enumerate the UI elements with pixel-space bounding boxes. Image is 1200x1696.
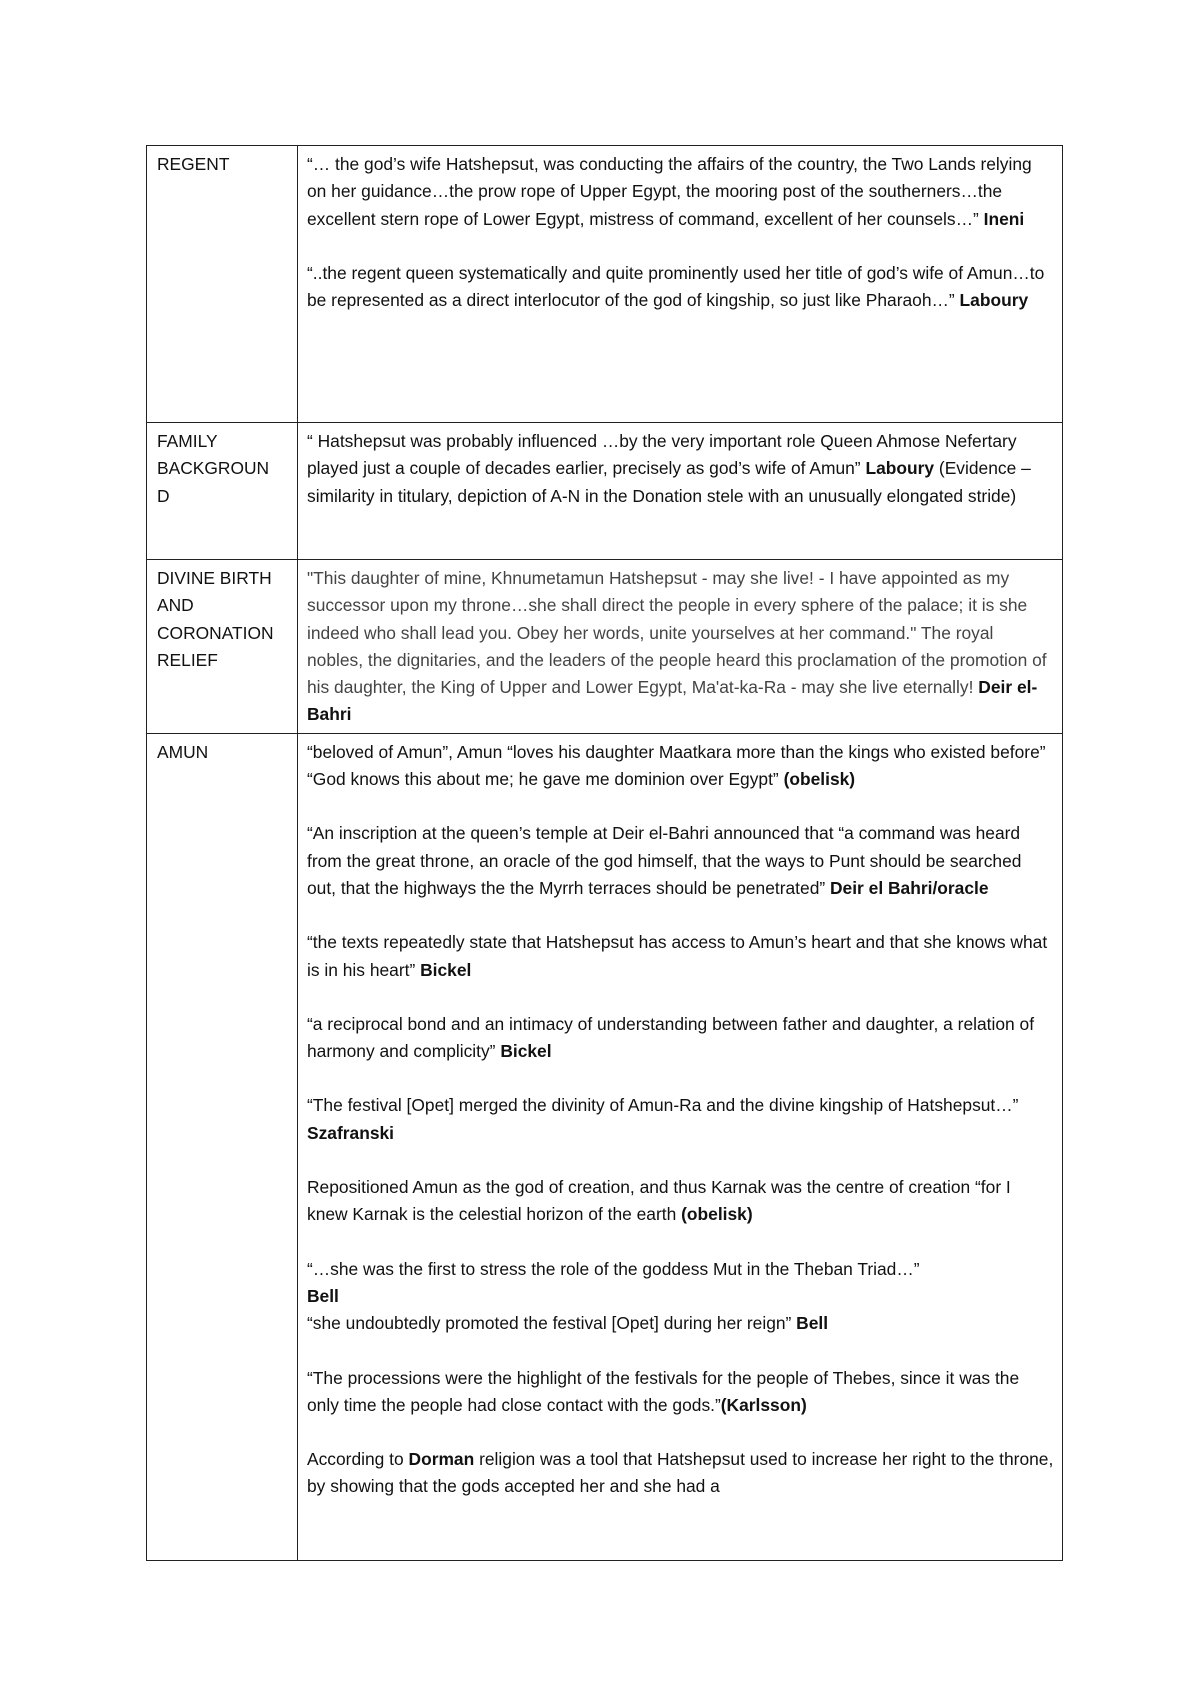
row-content-divine-birth — [298, 560, 1063, 734]
quote-text: Repositioned Amun as the god of creation, and thus Karnak was the centre of creation “for I knew Karnak is the celestial horizon of the earth — [307, 1177, 1011, 1225]
source-name: Bickel — [420, 959, 472, 980]
quote-paragraph — [307, 565, 1054, 729]
quote-text: “The festival [Opet] merged the divinity of Amun-Ra and the divine kingship of Hatshepsut…” — [307, 1095, 1019, 1116]
quote-paragraph — [307, 428, 1054, 510]
row-content-regent — [298, 146, 1063, 423]
source-name: Bell — [307, 1285, 339, 1306]
quote-paragraph — [307, 929, 1054, 984]
quote-paragraph — [307, 1256, 1054, 1338]
source-name: Deir el-Bahri — [307, 677, 1038, 725]
quote-text: “the texts repeatedly state that Hatshepsut has access to Amun’s heart and that she knows what is in his heart” — [307, 932, 1048, 980]
source-name: Laboury — [959, 290, 1029, 311]
source-name: Bell — [796, 1313, 829, 1334]
label-text: AMUN — [157, 741, 209, 762]
label-text: DIVINE BIRTH — [157, 568, 272, 588]
label-text: CORONATION — [157, 622, 274, 643]
quote-paragraph — [307, 1092, 1054, 1147]
source-name: (Karlsson) — [720, 1394, 807, 1415]
row-label-amun — [147, 733, 298, 1560]
source-name: Deir el Bahri/oracle — [830, 877, 989, 898]
quote-paragraph — [307, 1174, 1054, 1229]
source-name: Laboury — [865, 458, 935, 479]
row-label-regent — [147, 146, 298, 423]
row-content-family-background — [298, 423, 1063, 560]
row-label-family-background — [147, 423, 298, 560]
source-name: Bickel — [500, 1041, 552, 1062]
quote-text: “…she was the first to stress the role of the goddess Mut in the Theban Triad…” — [307, 1258, 920, 1279]
source-name: Szafranski — [307, 1122, 394, 1143]
source-name: (obelisk) — [783, 769, 856, 790]
quote-paragraph — [307, 260, 1054, 315]
table-row-amun — [147, 733, 1063, 1560]
table-row-regent — [147, 146, 1063, 423]
quote-text: “An inscription at the queen’s temple at Deir el-Bahri announced that “a command was heard from the great throne, an oracle of the god himself, that the ways to Punt should be searched out, that the highways the the Myrrh terraces should be penetrated” — [307, 823, 1022, 898]
quote-text: “… the god’s wife Hatshepsut, was conducting the affairs of the country, the Two Lands relying on her guidance…the prow rope of Upper Egypt, the mooring post of the southerners…the excellent stern rope of Lower Egypt, mistress of command, excellent of her counsels…” — [307, 154, 1032, 229]
source-name: Ineni — [983, 208, 1025, 229]
table-row-family-background — [147, 423, 1063, 560]
quote-text: religion was a tool that Hatshepsut used to increase her right to the throne, by showing that the gods accepted her and she had a — [307, 1449, 1054, 1497]
quote-paragraph — [307, 820, 1054, 902]
table-row-divine-birth — [147, 560, 1063, 734]
quote-text: According to — [307, 1449, 404, 1470]
label-text: REGENT — [157, 154, 230, 174]
quote-text: “God knows this about me; he gave me dominion over Egypt” — [307, 769, 779, 790]
quote-text: “a reciprocal bond and an intimacy of understanding between father and daughter, a relation of harmony and complicity” — [307, 1013, 1035, 1062]
label-text: BACKGROUN — [157, 458, 270, 479]
label-text: FAMILY — [157, 431, 218, 451]
quote-text: "This daughter of mine, Khnumetamun Hatshepsut - may she live! - I have appointed as my successor upon my throne…she shall direct the people in every sphere of the palace; it is she indeed who shall lead you. Obey her words, unite yourselves at her command." The royal nobles, the dignitaries, and the leaders of the people heard this proclamation of the promotion of his daughter, the King of Upper and Lower Egypt, Ma'at-ka-Ra - may she live eternally! — [307, 568, 1047, 698]
quote-text: “..the regent queen systematically and quite prominently used her title of god’s wife of Amun…to be represented as a direct interlocutor of the god of kingship, so just like Pharaoh…” — [307, 262, 1045, 311]
source-name: (obelisk) — [681, 1204, 753, 1225]
quote-paragraph — [307, 1011, 1054, 1066]
row-label-divine-birth — [147, 560, 298, 734]
label-text: D — [157, 485, 170, 506]
quote-text: “she undoubtedly promoted the festival [Opet] during her reign” — [307, 1313, 792, 1334]
quote-paragraph — [307, 1365, 1054, 1420]
quote-text: “The processions were the highlight of the festivals for the people of Thebes, since it was the only time the people had close contact with the gods.” — [307, 1367, 1020, 1415]
label-text: AND — [157, 595, 194, 616]
quote-paragraph — [307, 1446, 1054, 1501]
row-content-amun — [298, 733, 1063, 1560]
label-text: RELIEF — [157, 649, 218, 670]
quote-text: “ Hatshepsut was probably influenced …by the very important role Queen Ahmose Nefertary played just a couple of decades earlier, precisely as god’s wife of Amun” — [307, 431, 1017, 479]
quote-paragraph — [307, 739, 1054, 794]
notes-table — [146, 145, 1063, 1561]
source-name: Dorman — [408, 1449, 475, 1470]
evidence-note: (Evidence – similarity in titulary, depiction of A-N in the Donation stele with an unusually elongated stride) — [307, 458, 1031, 506]
quote-paragraph — [307, 151, 1054, 233]
quote-text: “beloved of Amun”, Amun “loves his daughter Maatkara more than the kings who existed before” — [307, 741, 1046, 762]
